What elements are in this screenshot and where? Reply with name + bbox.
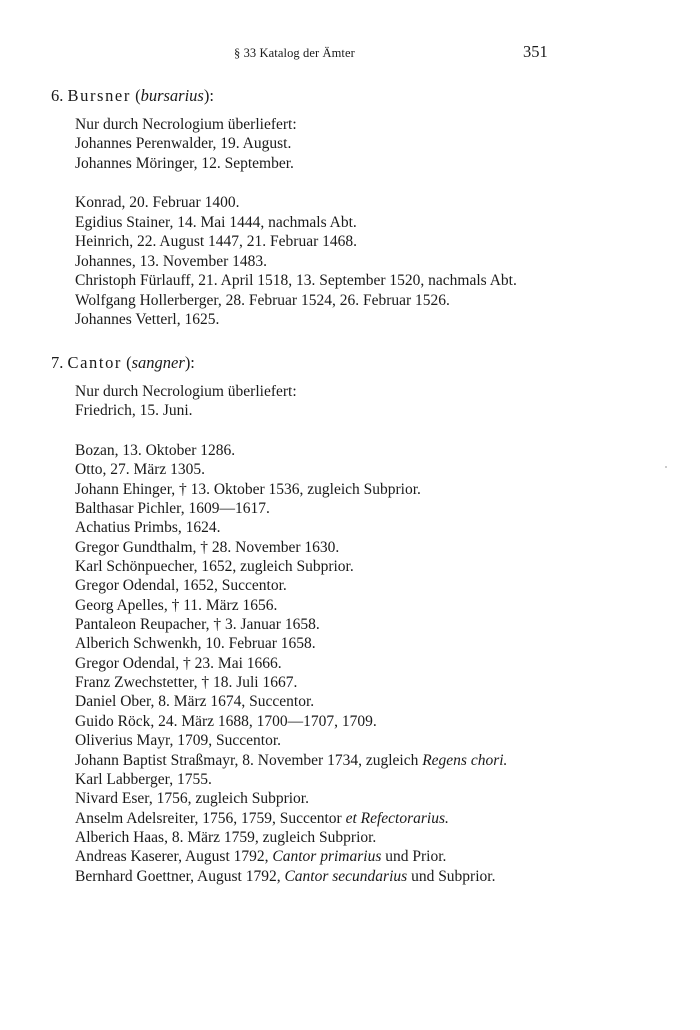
- list-item: Alberich Schwenkh, 10. Februar 1658.: [75, 635, 316, 653]
- section-latin-term: bursarius: [140, 86, 204, 105]
- list-item: Johannes Möringer, 12. September.: [75, 154, 294, 172]
- page-number: 351: [523, 42, 548, 61]
- entry-text: Johann Baptist Straßmayr, 8. November 1734, zugleich: [75, 751, 419, 769]
- list-item: Gregor Odendal, † 23. Mai 1666.: [75, 654, 282, 672]
- italic-term: Cantor primarius: [272, 848, 382, 866]
- list-item: Johann Ehinger, † 13. Oktober 1536, zugleich Subprior.: [75, 480, 421, 498]
- running-title: § 33 Katalog der Ämter: [234, 46, 355, 60]
- list-item: Konrad, 20. Februar 1400.: [75, 194, 240, 211]
- entry-text: und Subprior.: [407, 867, 496, 885]
- list-item: [75, 847, 507, 866]
- list-item: Friedrich, 15. Juni.: [75, 402, 193, 420]
- entries-block-cantor: [75, 441, 507, 886]
- section-latin-term: sangner: [131, 353, 185, 372]
- necrology-block-cantor: [75, 382, 297, 421]
- section-number: 6.: [51, 86, 64, 105]
- section-heading-bursner: 6. Bursner (bursarius):: [51, 86, 214, 105]
- italic-term: Cantor secundarius: [284, 867, 408, 885]
- list-item: Gregor Gundthalm, † 28. November 1630.: [75, 538, 340, 556]
- list-item: Daniel Ober, 8. März 1674, Succentor.: [75, 693, 315, 711]
- list-item: Balthasar Pichler, 1609—1617.: [75, 500, 270, 518]
- list-item: Guido Röck, 24. März 1688, 1700—1707, 1709.: [75, 712, 377, 730]
- entry-text: Anselm Adelsreiter, 1756, 1759, Succentor: [75, 809, 342, 827]
- list-item: Alberich Haas, 8. März 1759, zugleich Subprior.: [75, 828, 377, 846]
- necrology-block-bursner: [75, 115, 297, 173]
- list-item: [75, 751, 507, 770]
- list-item: Pantaleon Reupacher, † 3. Januar 1658.: [75, 616, 320, 634]
- entry-text: Bernhard Goettner, August 1792,: [75, 867, 281, 885]
- list-item: Gregor Odendal, 1652, Succentor.: [75, 577, 287, 595]
- list-item: Johannes Vetterl, 1625.: [75, 311, 220, 329]
- list-item: Bozan, 13. Oktober 1286.: [75, 442, 236, 459]
- italic-term: Regens chori.: [422, 751, 508, 769]
- list-item: [75, 867, 507, 886]
- list-item: Karl Labberger, 1755.: [75, 770, 212, 788]
- section-title: Bursner: [67, 86, 131, 105]
- running-head: [0, 42, 700, 66]
- list-item: Christoph Fürlauff, 21. April 1518, 13. September 1520, nachmals Abt.: [75, 272, 517, 290]
- list-item: Oliverius Mayr, 1709, Succentor.: [75, 732, 282, 750]
- necrology-note: Nur durch Necrologium überliefert:: [75, 116, 297, 133]
- italic-term: et Refectorarius.: [345, 809, 449, 827]
- necrology-note: Nur durch Necrologium überliefert:: [75, 383, 297, 400]
- list-item: Georg Apelles, † 11. März 1656.: [75, 596, 278, 614]
- list-item: Achatius Primbs, 1624.: [75, 519, 221, 537]
- list-item: Wolfgang Hollerberger, 28. Februar 1524, 26. Februar 1526.: [75, 291, 450, 309]
- list-item: Franz Zwechstetter, † 18. Juli 1667.: [75, 674, 298, 692]
- list-item: Heinrich, 22. August 1447, 21. Februar 1468.: [75, 233, 357, 251]
- list-item: Karl Schönpuecher, 1652, zugleich Subprior.: [75, 558, 354, 576]
- list-item: Nivard Eser, 1756, zugleich Subprior.: [75, 790, 309, 808]
- entries-block-bursner: [75, 193, 517, 330]
- list-item: Otto, 27. März 1305.: [75, 461, 206, 479]
- scan-speck: [665, 466, 667, 468]
- entry-text: Andreas Kaserer, August 1792,: [75, 848, 269, 866]
- list-item: Johannes, 13. November 1483.: [75, 252, 267, 270]
- list-item: Egidius Stainer, 14. Mai 1444, nachmals Abt.: [75, 213, 357, 231]
- section-number: 7.: [51, 353, 64, 372]
- section-title: Cantor: [67, 353, 123, 372]
- list-item: Johannes Perenwalder, 19. August.: [75, 135, 292, 153]
- section-heading-cantor: 7. Cantor (sangner):: [51, 353, 195, 372]
- entry-text: und Prior.: [381, 848, 447, 866]
- list-item: [75, 809, 507, 828]
